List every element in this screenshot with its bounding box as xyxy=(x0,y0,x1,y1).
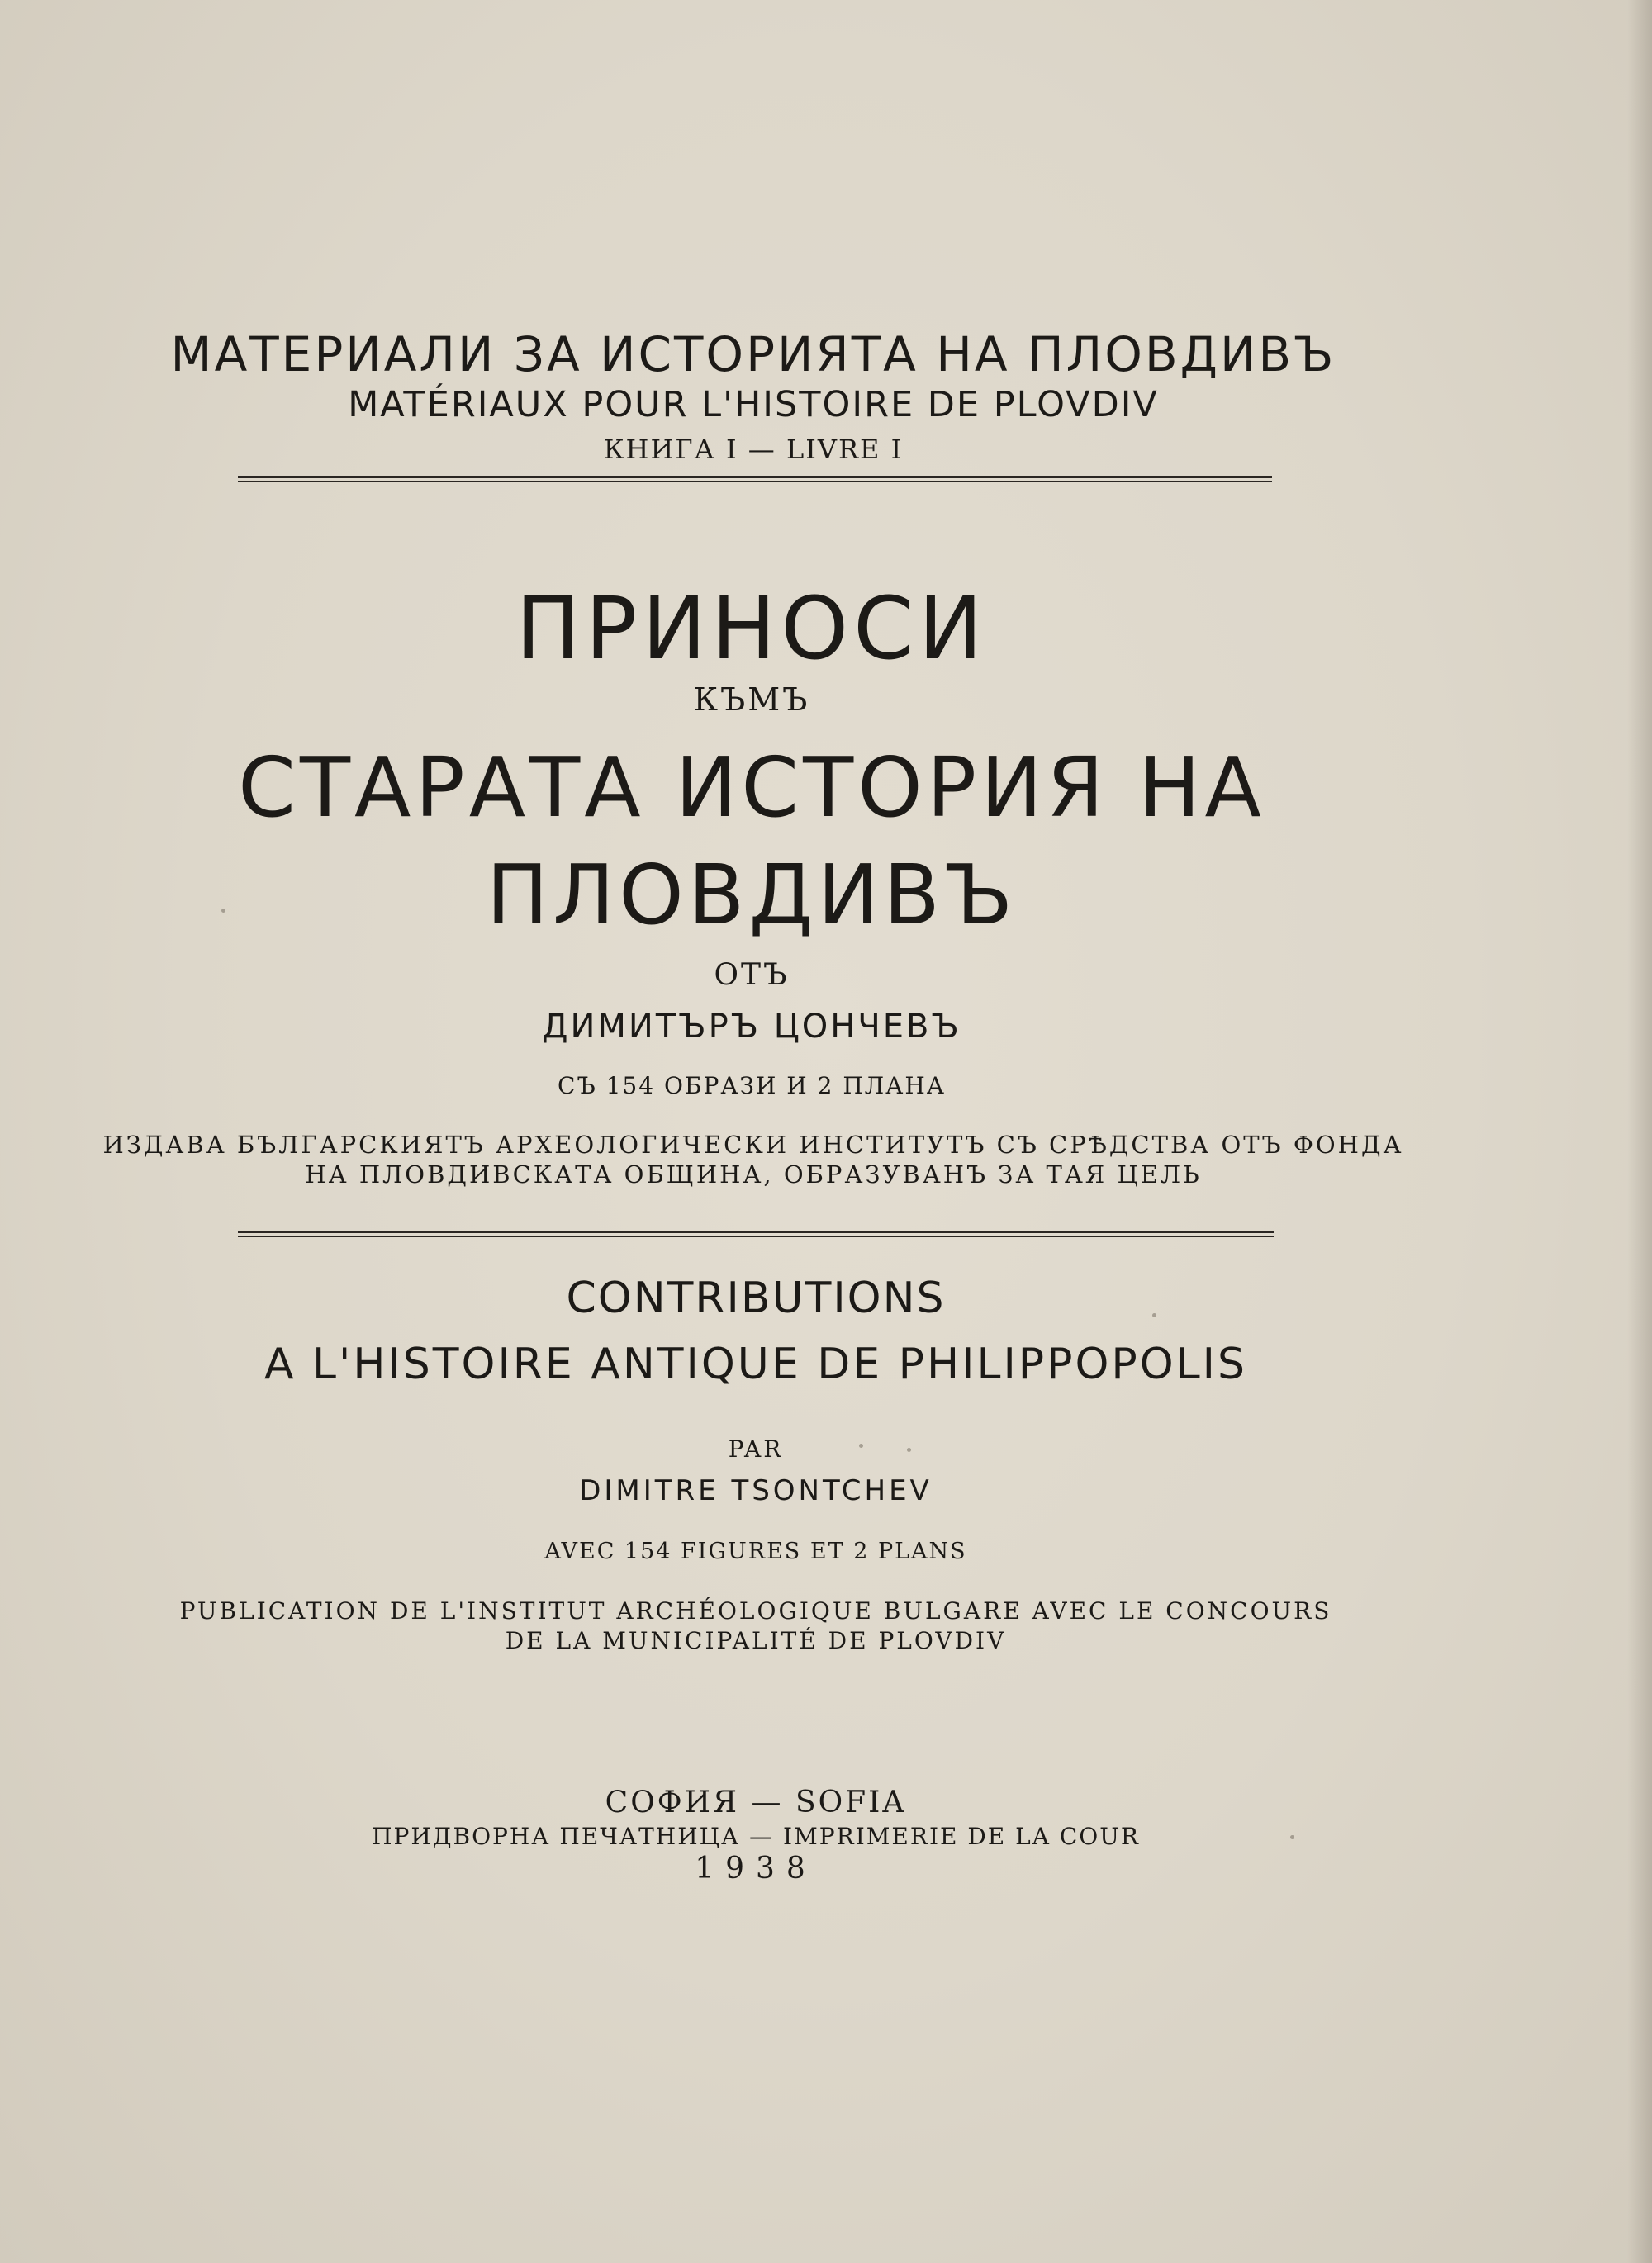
author-french: DIMITRE TSONTCHEV xyxy=(579,1474,933,1507)
publisher-note-french xyxy=(0,1596,1582,1656)
divider-rule-middle xyxy=(238,1231,1274,1237)
author-bulgarian: ДИМИТЪРЪ ЦОНЧЕВЪ xyxy=(542,1008,961,1046)
title-bulgarian-line1: ПРИНОСИ xyxy=(515,578,988,679)
imprint-city: СОФИЯ — SOFIA xyxy=(605,1786,907,1819)
figures-note-french: AVEC 154 FIGURES ET 2 PLANS xyxy=(544,1539,967,1564)
title-bulgarian-connector: КЪМЪ xyxy=(693,681,810,718)
paper-speck xyxy=(859,1444,863,1448)
by-bulgarian: ОТЪ xyxy=(714,958,790,992)
title-french-line2: A L'HISTOIRE ANTIQUE DE PHILIPPOPOLIS xyxy=(263,1340,1248,1389)
publisher-note-bulgarian-line2: НА ПЛОВДИВСКАТА ОБЩИНА, ОБРАЗУВАНЪ ЗА ТАЯ ЦЕЛЬ xyxy=(305,1160,1202,1188)
series-title-bulgarian: МАТЕРИАЛИ ЗА ИСТОРИЯТА НА ПЛОВДИВЪ xyxy=(170,326,1336,382)
figures-note-bulgarian: СЪ 154 ОБРАЗИ И 2 ПЛАНА xyxy=(558,1072,946,1099)
paper-speck xyxy=(221,909,225,913)
title-french-line1: CONTRIBUTIONS xyxy=(566,1274,946,1323)
paper-speck xyxy=(1152,1313,1156,1317)
publisher-note-bulgarian xyxy=(0,1130,1579,1189)
imprint-year: 1938 xyxy=(695,1852,817,1886)
by-french: PAR xyxy=(728,1435,784,1463)
title-bulgarian-line3: ПЛОВДИВЪ xyxy=(486,847,1018,943)
volume-number: КНИГА I — LIVRE I xyxy=(603,434,904,465)
divider-rule-top xyxy=(238,476,1272,482)
title-bulgarian-line2: СТАРАТА ИСТОРИЯ НА xyxy=(238,739,1265,836)
publisher-note-french-line1: PUBLICATION DE L'INSTITUT ARCHÉOLOGIQUE BULGARE AVEC LE CONCOURS xyxy=(179,1597,1332,1625)
publisher-note-bulgarian-line1: ИЗДАВА БЪЛГАРСКИЯТЪ АРХЕОЛОГИЧЕСКИ ИНСТИТУТЪ СЪ СРѢДСТВА ОТЪ ФОНДА xyxy=(102,1131,1404,1159)
paper-speck xyxy=(1290,1835,1294,1839)
page-edge-shadow xyxy=(1627,0,1652,2263)
series-title-french: MATÉRIAUX POUR L'HISTOIRE DE PLOVDIV xyxy=(348,384,1159,425)
imprint-printer: ПРИДВОРНА ПЕЧАТНИЦА — IMPRIMERIE DE LA COUR xyxy=(372,1823,1140,1850)
publisher-note-french-line2: DE LA MUNICIPALITÉ DE PLOVDIV xyxy=(505,1627,1007,1654)
paper-speck xyxy=(907,1448,911,1452)
